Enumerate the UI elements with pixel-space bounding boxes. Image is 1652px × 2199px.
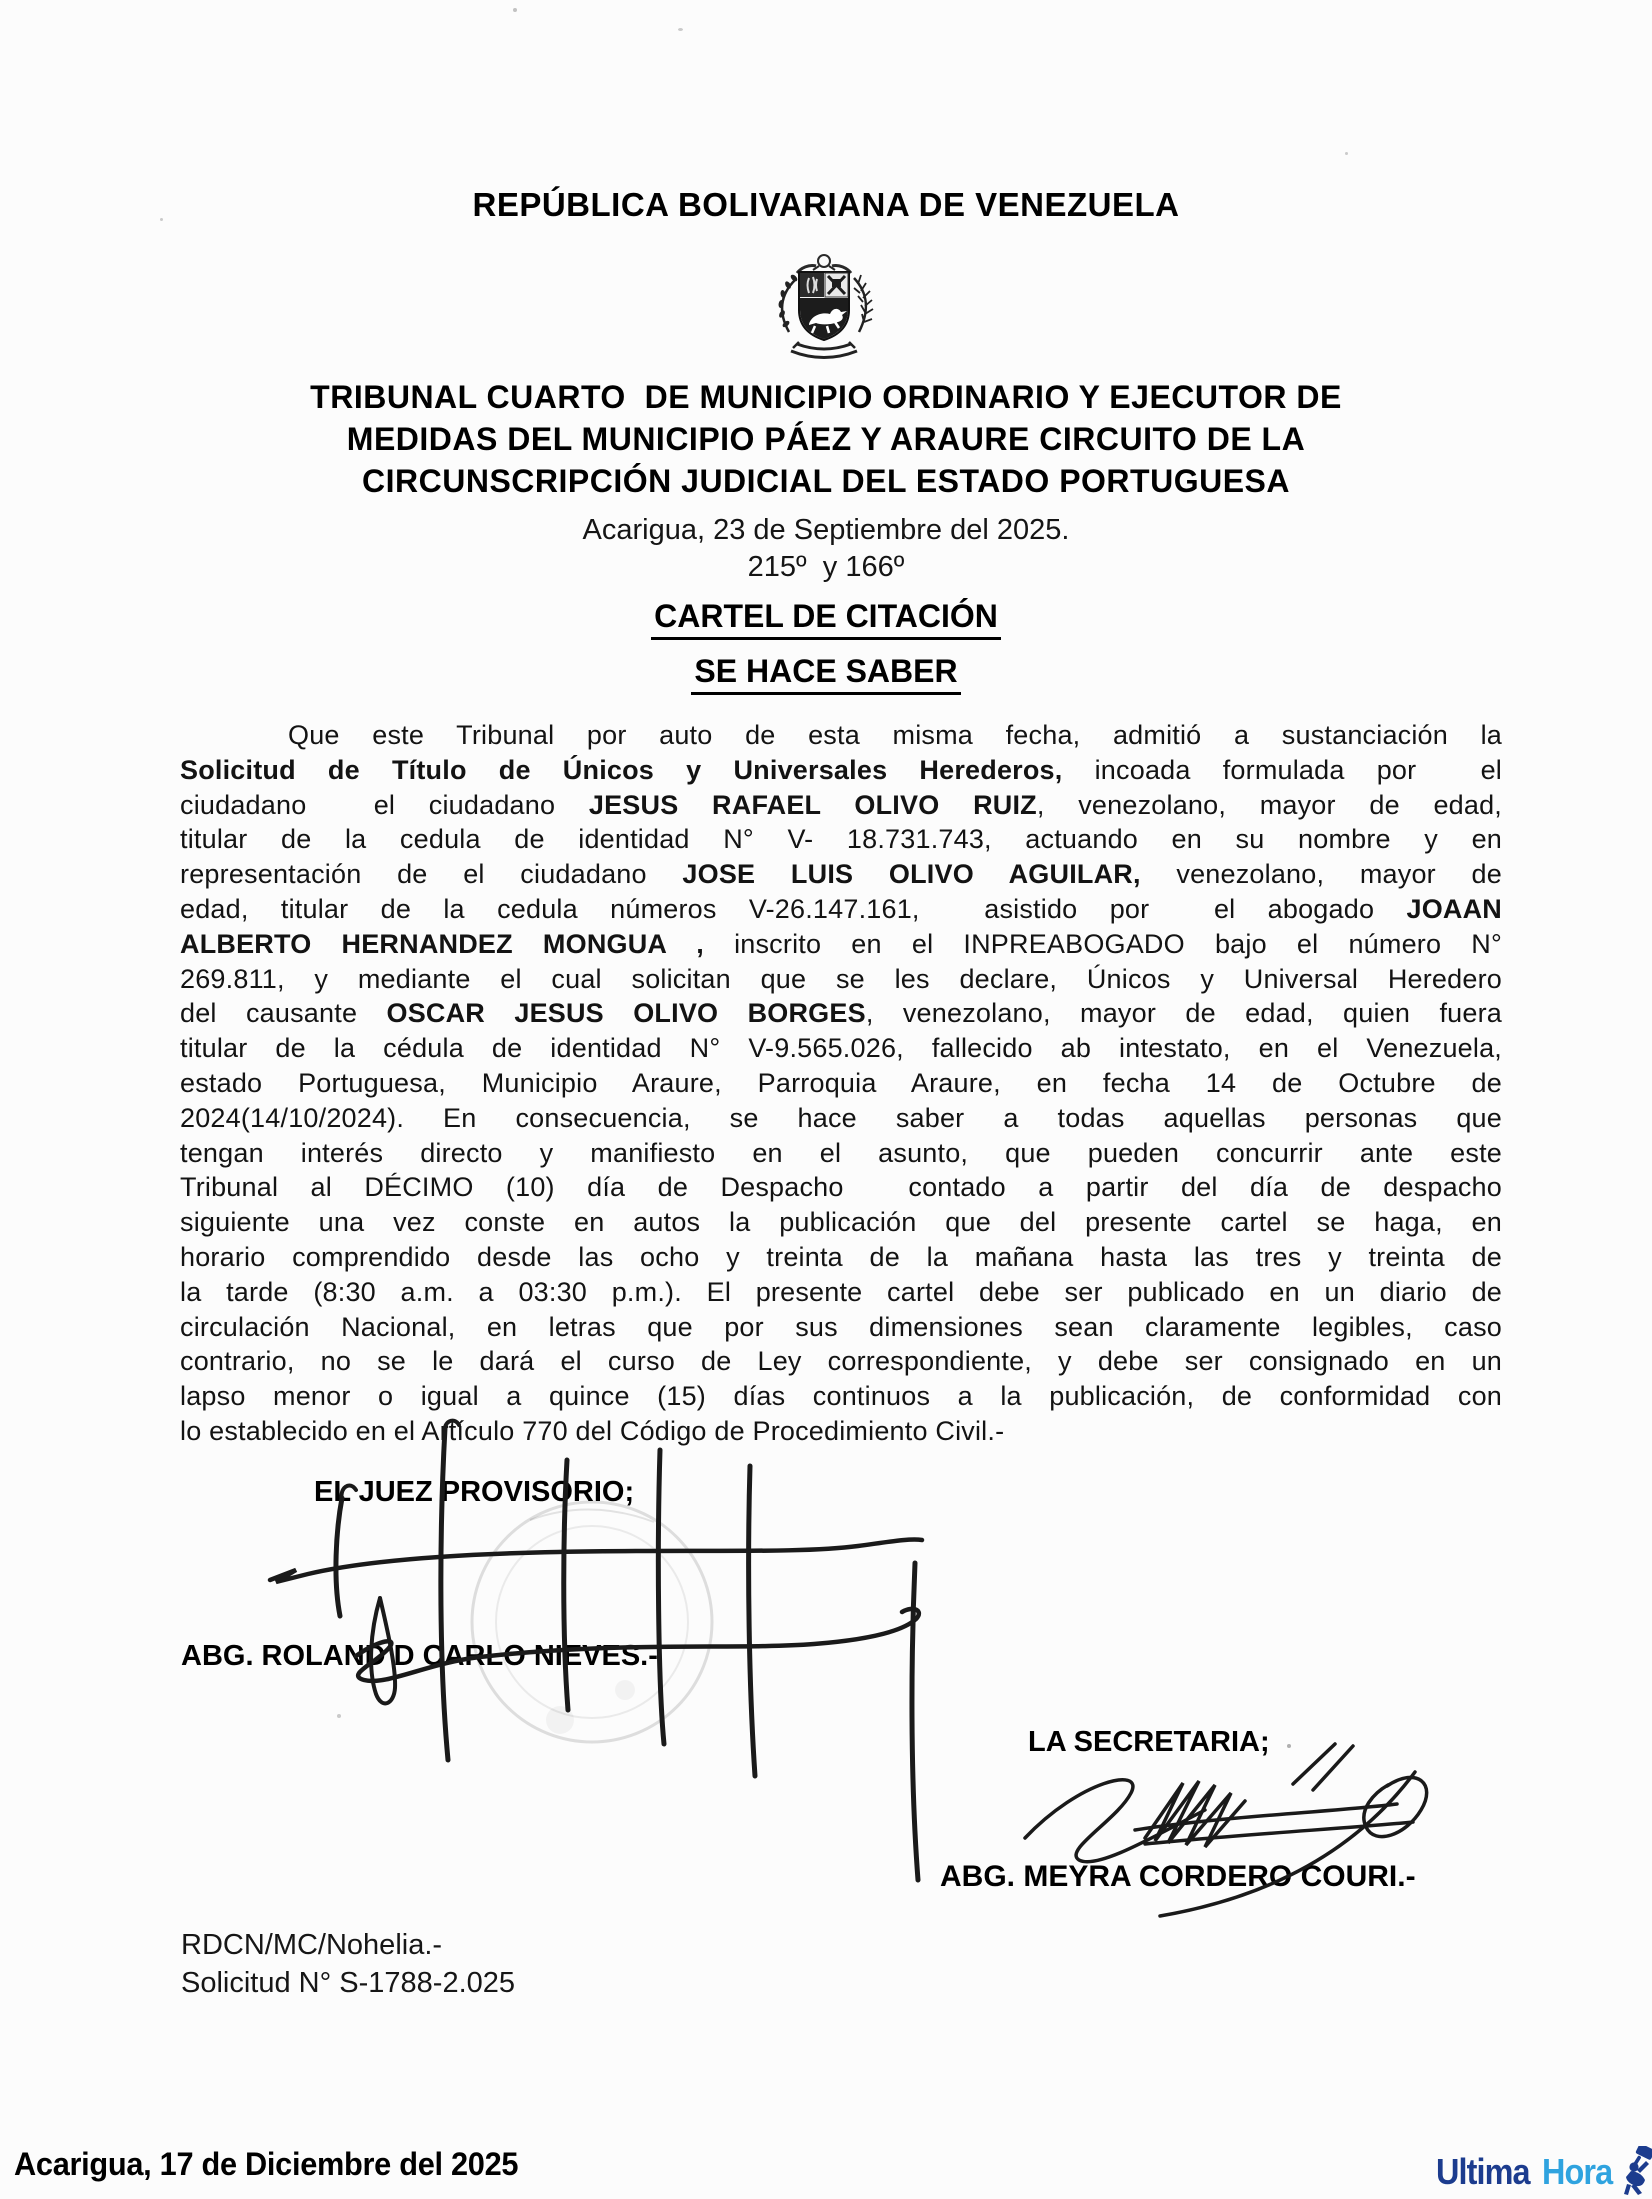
body-text: edad, titular de la cedula números V-26.147.161, asistido por el abogado: [180, 893, 1407, 924]
constitutional-years: 215º y 166º: [747, 551, 905, 583]
body-text: horario comprendido desde las ocho y treinta de la mañana hasta las tres y treinta de: [180, 1241, 1502, 1272]
herald-hammer-figure-icon: [1622, 2146, 1652, 2196]
scan-speck: [678, 28, 683, 31]
body-text: titular de la cédula de identidad N° V-9.565.026, fallecido ab intestato, en el Venezuela,: [180, 1033, 1502, 1064]
court-name-line: CIRCUNSCRIPCIÓN JUDICIAL DEL ESTADO PORTUGUESA: [362, 463, 1290, 499]
body-text: 269.811, y mediante el cual solicitan que se les declare, Únicos y Universal Heredero: [180, 963, 1502, 994]
body-line: [180, 753, 1502, 788]
body-text: estado Portuguesa, Municipio Araure, Parroquia Araure, en fecha 14 de Octubre de: [180, 1067, 1502, 1098]
body-paragraph: [180, 718, 1502, 1449]
body-line: [180, 857, 1502, 892]
secretary-name: ABG. MEYRA CORDERO COURI.-: [940, 1860, 1416, 1893]
notice-title-text: CARTEL DE CITACIÓN: [651, 598, 1001, 640]
body-text: lapso menor o igual a quince (15) días continuos a la publicación, de conformidad con: [180, 1381, 1502, 1412]
notice-subtitle-text: SE HACE SABER: [691, 653, 960, 695]
body-text: Tribunal al DÉCIMO (10) día de Despacho contado a partir del día de despacho: [180, 1172, 1502, 1203]
body-text: la tarde (8:30 a.m. a 03:30 p.m.). El presente cartel debe ser publicado en un diario de: [180, 1276, 1502, 1307]
body-line: [180, 1240, 1502, 1275]
body-text: circulación Nacional, en letras que por sus dimensiones sean claramente legibles, caso: [180, 1311, 1502, 1342]
court-name-line: TRIBUNAL CUARTO DE MUNICIPIO ORDINARIO Y EJECUTOR DE: [310, 379, 1342, 415]
body-line: [180, 822, 1502, 857]
body-text-bold: JESUS RAFAEL OLIVO RUIZ: [588, 789, 1037, 820]
body-line: [180, 1101, 1502, 1136]
body-text: inscrito en el INPREABOGADO bajo el número N°: [703, 928, 1503, 959]
secretary-title: LA SECRETARIA;: [1028, 1726, 1270, 1758]
body-text: lo establecido en el Artículo 770 del Código de Procedimiento Civil.-: [180, 1415, 1005, 1446]
body-text-bold: JOAAN: [1406, 893, 1502, 924]
body-line: [180, 1310, 1502, 1345]
place-date-line: Acarigua, 23 de Septiembre del 2025.: [582, 514, 1070, 546]
body-text: titular de la cedula de identidad N° V- 18.731.743, actuando en su nombre y en: [180, 824, 1502, 855]
page-title: REPÚBLICA BOLIVARIANA DE VENEZUELA: [472, 186, 1180, 223]
body-text: contrario, no se le dará el curso de Ley correspondiente, y debe ser consignado en un: [180, 1346, 1502, 1377]
notice-title: [0, 598, 1652, 640]
body-text: ciudadano el ciudadano: [180, 789, 589, 820]
body-line: [180, 1414, 1502, 1449]
court-name: [0, 376, 1652, 502]
body-line: [180, 892, 1502, 927]
scan-speck: [1287, 1744, 1291, 1748]
logo-text-hora: Hora: [1542, 2151, 1613, 2192]
body-line: [180, 962, 1502, 997]
judge-name: ABG. ROLAND D CARLO NIEVES.-: [181, 1640, 658, 1672]
notice-subtitle: [0, 653, 1652, 695]
body-line: [180, 718, 1502, 753]
body-line: [180, 1031, 1502, 1066]
body-line: [180, 1066, 1502, 1101]
body-text: 2024(14/10/2024). En consecuencia, se hace saber a todas aquellas personas que: [180, 1102, 1502, 1133]
body-text: , venezolano, mayor de edad,: [1036, 789, 1503, 820]
body-text-bold: ALBERTO HERNANDEZ MONGUA ,: [180, 928, 704, 959]
body-text: del causante: [180, 998, 387, 1029]
body-line: [180, 927, 1502, 962]
scan-speck: [337, 1714, 341, 1718]
body-line: [180, 996, 1502, 1031]
secretary-signature: [995, 1738, 1445, 1923]
body-line: [180, 1205, 1502, 1240]
body-text: Que este Tribunal por auto de esta misma fecha, admitió a sustanciación la: [288, 720, 1502, 750]
logo-text-ultima: Ultima: [1436, 2151, 1530, 2192]
body-text-bold: Solicitud de Título de Únicos y Universales Herederos,: [180, 754, 1063, 785]
body-text: venezolano, mayor de: [1140, 859, 1502, 890]
body-text: incoada formulada por el: [1062, 754, 1503, 785]
body-text: , venezolano, mayor de edad, quien fuera: [865, 998, 1503, 1029]
venezuela-coat-of-arms-icon: [769, 252, 879, 360]
court-name-line: MEDIDAS DEL MUNICIPIO PÁEZ Y ARAURE CIRCUITO DE LA: [346, 421, 1306, 457]
scan-speck: [1345, 152, 1348, 155]
body-line: [180, 1136, 1502, 1171]
body-text: representación de el ciudadano: [180, 859, 683, 890]
request-number: Solicitud N° S-1788-2.025: [181, 1967, 516, 1999]
body-text-bold: OSCAR JESUS OLIVO BORGES: [386, 998, 866, 1029]
file-reference-block: [181, 1926, 515, 2002]
body-text: siguiente una vez conste en autos la publicación que del presente cartel se haga, en: [180, 1207, 1502, 1238]
ultima-hora-logo: [1436, 2146, 1652, 2196]
body-text-bold: JOSE LUIS OLIVO AGUILAR,: [682, 859, 1141, 890]
body-line: [180, 788, 1502, 823]
body-line: [180, 1275, 1502, 1310]
body-line: [180, 1170, 1502, 1205]
scan-speck: [513, 8, 517, 12]
body-line: [180, 1344, 1502, 1379]
body-line: [180, 1379, 1502, 1414]
publication-date: Acarigua, 17 de Diciembre del 2025: [14, 2146, 519, 2182]
judge-title: EL JUEZ PROVISORIO;: [314, 1476, 635, 1508]
body-text: tengan interés directo y manifiesto en el asunto, que pueden concurrir ante este: [180, 1137, 1502, 1168]
clerk-reference: RDCN/MC/Nohelia.-: [181, 1929, 443, 1961]
